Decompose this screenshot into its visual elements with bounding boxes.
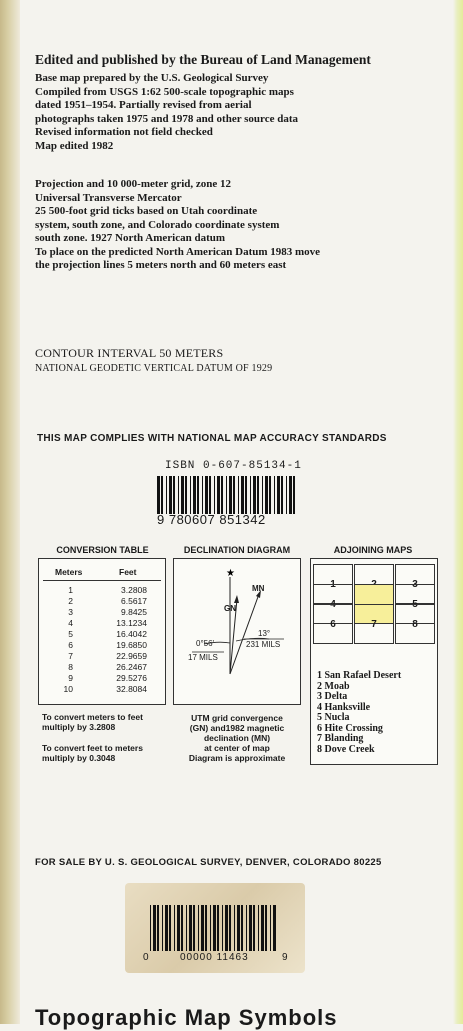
price-barcode-left-digit: 0: [143, 952, 149, 963]
conversion-feet-value: 3.2808: [121, 585, 147, 595]
barcode-bar: [245, 476, 247, 514]
barcode-bar: [166, 476, 167, 514]
projection-line: the projection lines 5 meters north and 60 meters east: [35, 259, 287, 271]
gn-label: GN: [224, 604, 236, 613]
conversion-meters-value: 3: [68, 607, 73, 617]
conversion-meters-value: 4: [68, 618, 73, 628]
barcode-bar: [261, 905, 264, 951]
barcode-bar: [274, 476, 275, 514]
conversion-table: [38, 558, 166, 705]
barcode-bar: [265, 476, 268, 514]
conversion-meters-value: 1: [68, 585, 73, 595]
projection-line: Universal Transverse Mercator: [35, 191, 182, 204]
caption-line: Diagram is approximate: [188, 753, 286, 763]
adjoining-cell: 4: [313, 584, 353, 624]
adjoining-cell: 7: [354, 604, 394, 644]
declination-caption: [174, 713, 300, 763]
edit-line: dated 1951–1954. Partially revised from aerial: [35, 99, 252, 111]
barcode-bar: [217, 476, 220, 514]
projection-line: Projection and 10 000-meter grid, zone 12: [35, 178, 232, 190]
accuracy-statement: THIS MAP COMPLIES WITH NATIONAL MAP ACCURACY STANDARDS: [37, 433, 387, 444]
conversion-feet-value: 9.8425: [121, 607, 147, 617]
barcode-bar: [177, 905, 180, 951]
barcode-bar: [233, 476, 235, 514]
barcode-bar: [246, 905, 247, 951]
barcode-bar: [257, 476, 259, 514]
barcode-bar: [270, 905, 271, 951]
barcode-bar: [225, 905, 228, 951]
yellow-map-edge-right: [453, 0, 463, 1024]
adjoining-list: [317, 671, 401, 755]
adjoining-cell: 5: [395, 584, 435, 624]
barcode-bar: [249, 905, 252, 951]
barcode-bar: [253, 905, 255, 951]
barcode-bar: [209, 476, 211, 514]
barcode-bar: [174, 905, 175, 951]
barcode-bar: [186, 905, 187, 951]
barcode-bar: [221, 476, 223, 514]
contour-info: [35, 347, 448, 375]
adjoining-item: 7 Blanding: [317, 733, 364, 744]
projection-line: system, south zone, and Colorado coordinate system: [35, 218, 280, 231]
barcode-bar: [150, 905, 151, 951]
meters-header: Meters: [55, 567, 83, 577]
symbols-heading: Topographic Map Symbols: [35, 1005, 338, 1030]
barcode-bar: [229, 905, 231, 951]
edit-line: Compiled from USGS 1:62 500-scale topographic maps: [35, 85, 294, 98]
declination-diagram: [174, 559, 300, 704]
gn-degrees: 0°56': [196, 639, 215, 648]
conversion-meters-value: 10: [63, 684, 73, 694]
barcode-bar: [293, 476, 295, 514]
declination-title: DECLINATION DIAGRAM: [183, 545, 291, 555]
conversion-table-title: CONVERSION TABLE: [56, 545, 149, 555]
barcode-bar: [229, 476, 232, 514]
isbn-label: ISBN 0-607-85134-1: [165, 460, 302, 472]
edit-credits: [35, 52, 448, 153]
barcode-bar: [262, 476, 263, 514]
adjoining-item: 6 Hite Crossing: [317, 722, 383, 734]
barcode-bar: [237, 905, 240, 951]
barcode-bar: [217, 905, 219, 951]
barcode-bar: [253, 476, 256, 514]
barcode-bar: [153, 905, 156, 951]
barcode-bar: [169, 905, 171, 951]
barcode-bar: [265, 905, 267, 951]
barcode-bar: [169, 476, 172, 514]
barcode-bar: [210, 905, 211, 951]
barcode-bar: [226, 476, 227, 514]
isbn-digits: 9 780607 851342: [157, 512, 266, 527]
barcode-bar: [157, 476, 160, 514]
adjoining-maps-title: ADJOINING MAPS: [333, 545, 413, 555]
barcode-bar: [173, 476, 175, 514]
barcode-bar: [213, 905, 216, 951]
conversion-feet-value: 13.1234: [116, 618, 147, 628]
barcode-bar: [277, 476, 280, 514]
conversion-feet-value: 16.4042: [116, 629, 147, 639]
caption-line: UTM grid convergence: [191, 713, 283, 723]
barcode-bar: [178, 476, 179, 514]
vertical-datum: NATIONAL GEODETIC VERTICAL DATUM OF 1929: [35, 363, 273, 374]
adjoining-item: 2 Moab: [317, 680, 350, 692]
conversion-feet-value: 6.5617: [121, 596, 147, 606]
gn-mils: 17 MILS: [188, 653, 218, 662]
conversion-note-meters: To convert meters to feet multiply by 3.2808: [42, 712, 143, 732]
projection-line: To place on the predicted North American Datum 1983 move: [35, 245, 321, 258]
barcode-bar: [273, 905, 276, 951]
barcode-bar: [162, 905, 163, 951]
conversion-note-feet: To convert feet to meters multiply by 0.3048: [42, 743, 143, 763]
mn-mils: 231 MILS: [246, 640, 281, 649]
barcode-bar: [161, 476, 163, 514]
adjoining-item: 4 Hanksville: [317, 701, 371, 713]
barcode-bar: [165, 905, 168, 951]
adjoining-cell: 3: [395, 564, 435, 604]
conversion-meters-value: 7: [68, 651, 73, 661]
caption-line: declination (MN): [203, 733, 271, 743]
conversion-feet-value: 22.9659: [116, 651, 147, 661]
contour-interval: CONTOUR INTERVAL 50 METERS: [35, 346, 224, 360]
barcode-bar: [281, 476, 283, 514]
edit-line: Revised information not field checked: [35, 126, 213, 138]
conversion-meters-value: 5: [68, 629, 73, 639]
adjoining-grid: [313, 564, 435, 644]
caption-line: (GN) and1982 magnetic: [189, 723, 285, 733]
true-north-star-icon: ★: [226, 568, 235, 579]
projection-line: 25 500-foot grid ticks based on Utah coordinate: [35, 205, 258, 217]
price-barcode-right-digit: 9: [282, 952, 288, 963]
folded-map-edge-left: [0, 0, 20, 1024]
mn-degrees: 13°: [258, 629, 271, 638]
conversion-feet-value: 29.5276: [116, 673, 147, 683]
barcode-bar: [193, 905, 195, 951]
barcode-bar: [289, 476, 292, 514]
barcode-bar: [201, 905, 204, 951]
barcode-bar: [241, 905, 243, 951]
adjoining-item: 1 San Rafael Desert: [317, 670, 402, 681]
declination-diagram-box: [173, 558, 301, 763]
conversion-feet-value: 19.6850: [116, 640, 147, 650]
barcode-bar: [205, 476, 208, 514]
barcode-bar: [198, 905, 199, 951]
sale-statement: FOR SALE BY U. S. GEOLOGICAL SURVEY, DENVER, COLORADO 80225: [35, 857, 382, 868]
caption-line: at center of map: [204, 743, 270, 753]
conversion-feet-value: 26.2467: [116, 662, 147, 672]
adjoining-item: 5 Nucla: [317, 712, 350, 723]
adjoining-item: 8 Dove Creek: [317, 743, 375, 755]
barcode-bar: [250, 476, 251, 514]
conversion-meters-value: 9: [68, 673, 73, 683]
barcode-bar: [241, 476, 244, 514]
price-barcode-digits: 00000 11463: [180, 952, 249, 963]
adjoining-cell: 8: [395, 604, 435, 644]
barcode-bar: [258, 905, 259, 951]
header-divider: [43, 580, 161, 581]
barcode-bar: [202, 476, 203, 514]
edit-line: Map edited 1982: [35, 139, 114, 152]
barcode-bar: [190, 476, 191, 514]
conversion-feet-value: 32.8084: [116, 684, 147, 694]
adjoining-item: 3 Delta: [317, 691, 348, 702]
barcode-bar: [181, 476, 184, 514]
edit-line: photographs taken 1975 and 1978 and other source data: [35, 112, 299, 125]
projection-line: south zone. 1927 North American datum: [35, 232, 226, 244]
conversion-meters-value: 6: [68, 640, 73, 650]
edit-line: Base map prepared by the U.S. Geological Survey: [35, 72, 269, 84]
adjoining-cell: 6: [313, 604, 353, 644]
barcode-bar: [197, 476, 199, 514]
barcode-bar: [222, 905, 223, 951]
feet-header: Feet: [119, 567, 137, 577]
edit-heading: Edited and published by the Bureau of Land Management: [35, 52, 371, 67]
barcode-bar: [157, 905, 159, 951]
barcode-bar: [205, 905, 207, 951]
conversion-meters-value: 8: [68, 662, 73, 672]
barcode-bar: [189, 905, 192, 951]
mn-label: MN: [252, 584, 265, 593]
barcode-bar: [238, 476, 239, 514]
conversion-meters-value: 2: [68, 596, 73, 606]
adjoining-cell: 1: [313, 564, 353, 604]
barcode-bar: [193, 476, 196, 514]
barcode-bar: [234, 905, 235, 951]
barcode-bar: [269, 476, 271, 514]
barcode-bar: [214, 476, 215, 514]
adjoining-maps-box: [310, 558, 438, 765]
projection-info: [35, 178, 448, 273]
price-barcode: [148, 905, 278, 955]
barcode-bar: [185, 476, 187, 514]
barcode-bar: [286, 476, 287, 514]
barcode-bar: [181, 905, 183, 951]
